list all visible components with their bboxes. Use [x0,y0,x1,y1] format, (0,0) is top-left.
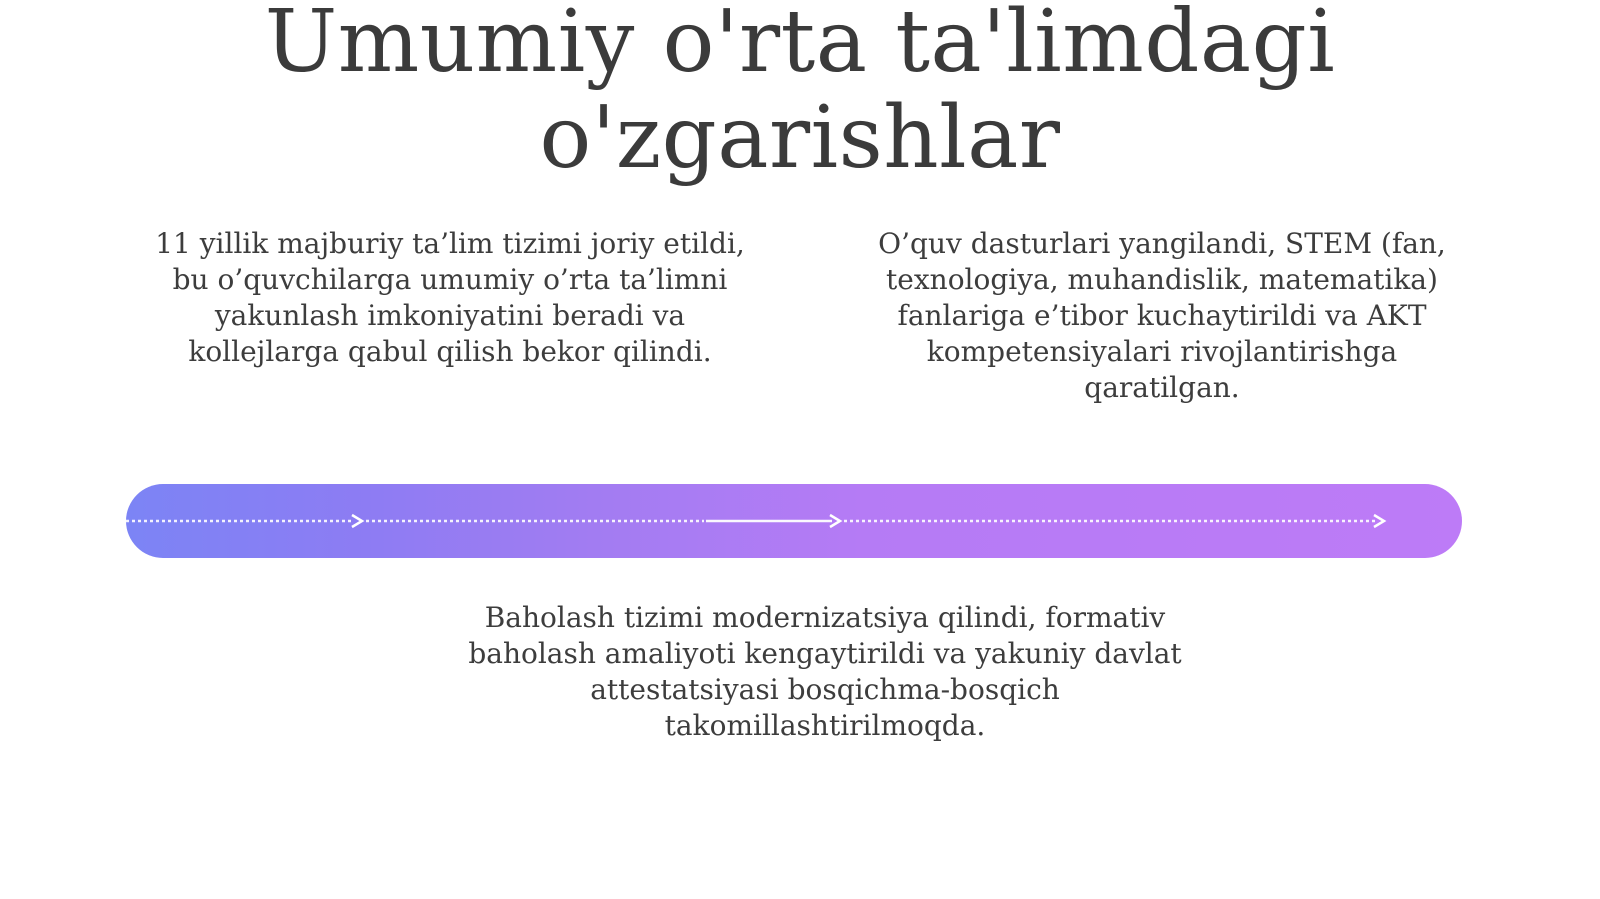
item-text-1: 11 yillik majburiy ta’lim tizimi joriy etildi, bu o’quvchilarga umumiy o’rta ta’limni yakunlash imkoniyatini beradi va kollejlarga qabul qilish bekor qilindi. [155,227,745,368]
item-text-2: O’quv dasturlari yangilandi, STEM (fan, texnologiya, muhandislik, matematika) fanlariga e’tibor kuchaytirildi va AKT kompetensiyalari rivojlantirishga qaratilgan. [878,227,1446,404]
page-title [0,0,1600,186]
timeline-arrows [126,484,1462,558]
title-line-1: Umumiy o'rta ta'limdagi [264,0,1336,92]
arrow-1-icon [352,515,362,527]
timeline-bar [126,484,1462,558]
item-text-3: Baholash tizimi modernizatsiya qilindi, formativ baholash amaliyoti kengaytirildi va yakuniy davlat attestatsiyasi bosqichma-bosqich takomillashtirilmoqda. [468,601,1182,742]
title-line-2: o'zgarishlar [539,88,1061,188]
arrow-3-icon [1374,515,1384,527]
